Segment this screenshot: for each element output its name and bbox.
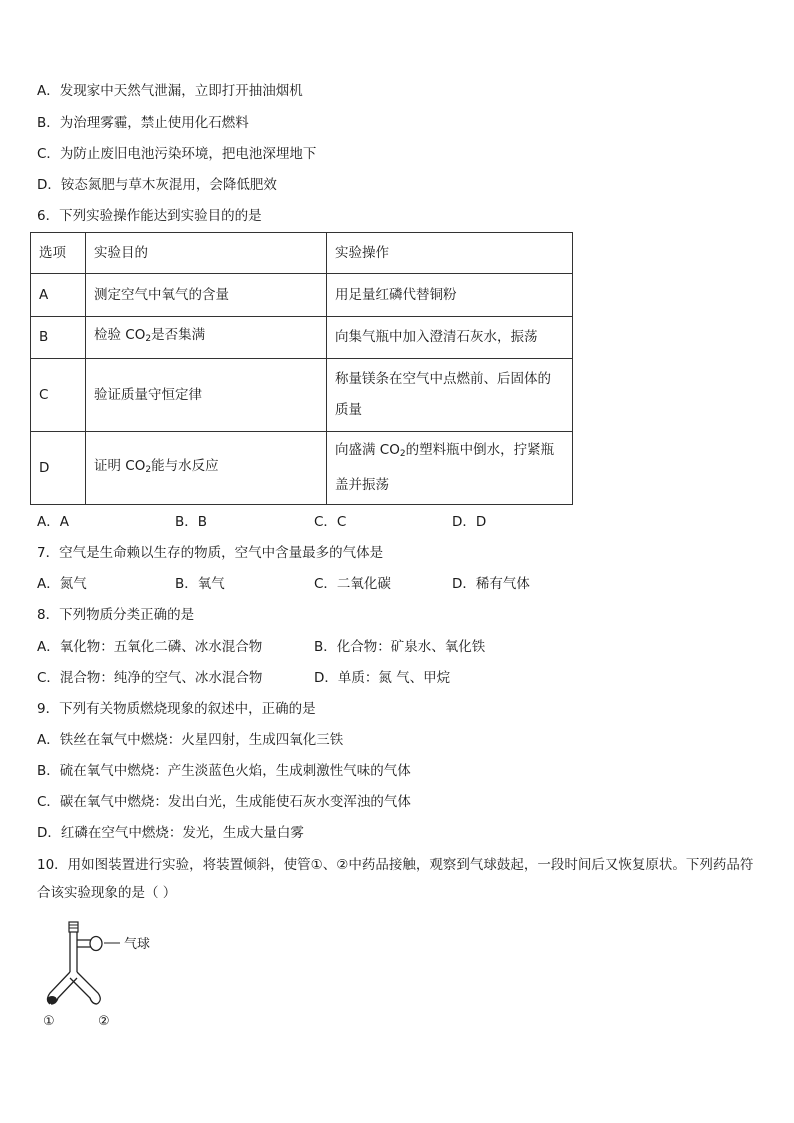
balloon — [90, 937, 102, 951]
row-goal — [86, 317, 327, 359]
row-option: B — [31, 317, 86, 359]
header-operation: 实验操作 — [327, 233, 573, 274]
q6-stem: 6．下列实验操作能达到实验目的的是 — [37, 208, 262, 224]
operation-line-2: 盖并振荡 — [335, 477, 389, 493]
q8-option-c: C．混合物：纯净的空气、冰水混合物 — [37, 670, 263, 686]
row-goal — [86, 432, 327, 505]
operation-line-1: 称量镁条在空气中点燃前、后固体的 — [335, 371, 551, 387]
goal-subscript: 2 — [145, 464, 152, 475]
row-goal: 验证质量守恒定律 — [86, 359, 327, 432]
q9-option-b: B．硫在氧气中燃烧：产生淡蓝色火焰，生成刺激性气味的气体 — [37, 763, 411, 779]
goal-text-pre: 证明 CO — [94, 457, 146, 474]
table-row — [31, 432, 573, 505]
table-row — [31, 359, 573, 432]
q7-stem: 7．空气是生命赖以生存的物质，空气中含量最多的气体是 — [37, 545, 384, 561]
q10-stem: 10．用如图装置进行实验，将装置倾斜，使管①、②中药品接触，观察到气球鼓起，一段时间后又恢复原状。下列药品符合该实验现象的是（ ） — [37, 857, 754, 901]
q8-option-d: D．单质：氮 气、甲烷 — [314, 670, 451, 686]
table-row — [31, 317, 573, 359]
table-header-row — [31, 233, 573, 274]
goal-text-post: 能与水反应 — [151, 457, 219, 474]
right-branch-inner — [70, 978, 97, 1004]
q5-option-c: C．为防止废旧电池污染环境，把电池深埋地下 — [37, 146, 317, 162]
operation-text-post: 的塑料瓶中倒水，拧紧瓶 — [405, 442, 555, 458]
q9-option-c: C．碳在氧气中燃烧：发出白光，生成能使石灰水变浑浊的气体 — [37, 794, 411, 810]
row-operation: 向集气瓶中加入澄清石灰水，振荡 — [327, 317, 573, 359]
q7-option-c: C．二氧化碳 — [314, 576, 391, 592]
row-goal: 测定空气中氧气的含量 — [86, 274, 327, 317]
operation-subscript: 2 — [399, 449, 406, 459]
q8-stem: 8．下列物质分类正确的是 — [37, 607, 195, 623]
row-option: C — [31, 359, 86, 432]
q6-table — [30, 232, 573, 505]
reagent-1 — [47, 996, 57, 1004]
q5-option-a: A．发现家中天然气泄漏，立即打开抽油烟机 — [37, 83, 303, 99]
q9-stem: 9．下列有关物质燃烧现象的叙述中，正确的是 — [37, 701, 316, 717]
y-tube-diagram — [34, 920, 174, 1030]
q6-option-a: A．A — [37, 514, 69, 530]
header-goal: 实验目的 — [86, 233, 327, 274]
goal-text-post: 是否集满 — [151, 327, 206, 343]
row-option: D — [31, 432, 86, 505]
q5-option-d: D．铵态氮肥与草木灰混用，会降低肥效 — [37, 177, 277, 193]
goal-text-pre: 检验 CO — [94, 327, 146, 343]
tube-label-1: ① — [43, 1014, 55, 1029]
q6-option-d: D．D — [452, 514, 487, 530]
q6-option-c: C．C — [314, 514, 347, 530]
row-operation — [327, 432, 573, 505]
balloon-label: 气球 — [124, 937, 151, 952]
right-branch-bottom — [90, 998, 97, 1004]
operation-line-1 — [335, 435, 572, 470]
table-row — [31, 274, 573, 317]
goal-subscript: 2 — [145, 334, 152, 344]
row-operation — [327, 359, 573, 432]
q7-option-d: D．稀有气体 — [452, 576, 530, 592]
header-option: 选项 — [31, 233, 86, 274]
tube-label-2: ② — [98, 1014, 110, 1029]
q7-option-a: A．氮气 — [37, 576, 87, 592]
q9-option-d: D．红磷在空气中燃烧：发光，生成大量白雾 — [37, 825, 304, 841]
row-operation: 用足量红磷代替铜粉 — [327, 274, 573, 317]
operation-line-2: 质量 — [335, 402, 362, 418]
q5-option-b: B．为治理雾霾，禁止使用化石燃料 — [37, 115, 249, 131]
q8-option-a: A．氧化物：五氧化二磷、冰水混合物 — [37, 639, 263, 655]
q8-option-b: B．化合物：矿泉水、氧化铁 — [314, 639, 486, 655]
operation-text-pre: 向盛满 CO — [335, 442, 400, 458]
q6-option-b: B．B — [175, 514, 208, 530]
stopper — [69, 922, 78, 932]
row-option: A — [31, 274, 86, 317]
q7-option-b: B．氧气 — [175, 576, 225, 592]
q9-option-a: A．铁丝在氧气中燃烧：火星四射，生成四氧化三铁 — [37, 732, 344, 748]
